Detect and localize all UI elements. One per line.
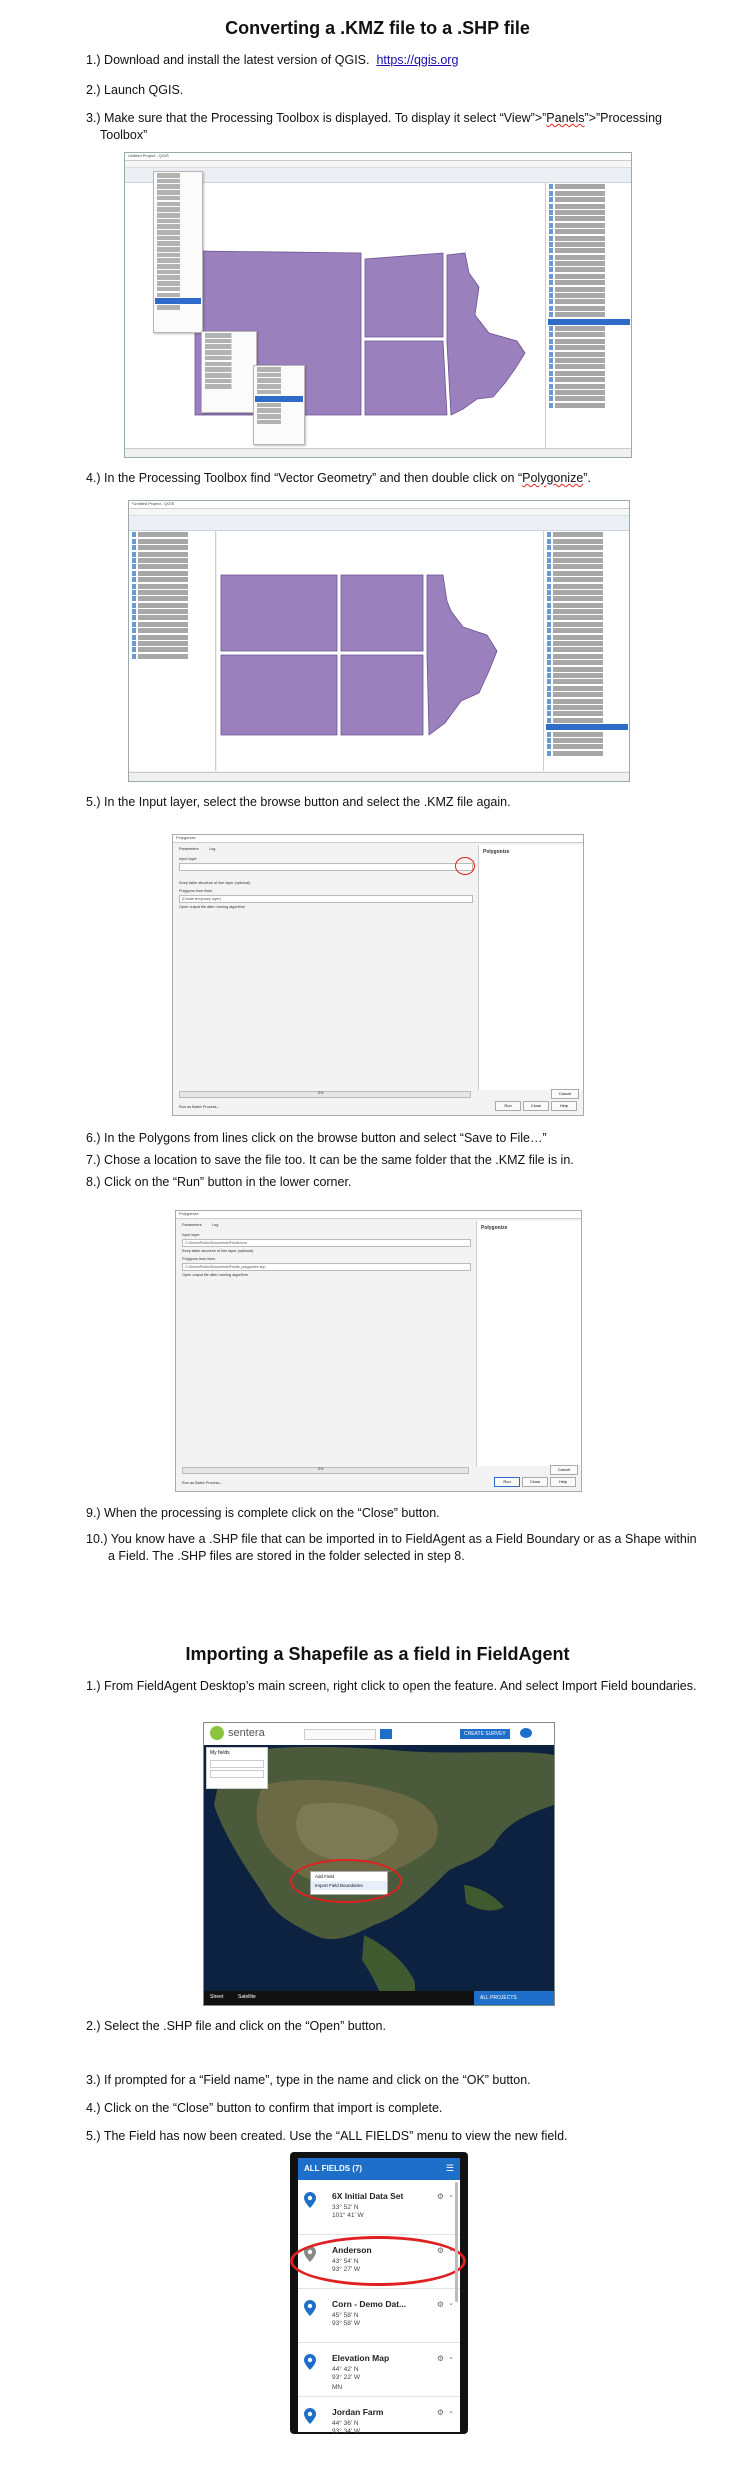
output-label: Polygons from lines: [182, 1257, 216, 1261]
import-step-5: 5.) The Field has now been created. Use the “ALL FIELDS” menu to view the new field.: [86, 2129, 568, 2143]
map-pin-icon: [304, 2354, 316, 2370]
input-layer-label: Input layer: [182, 1233, 200, 1237]
run-button[interactable]: Run: [494, 1477, 520, 1487]
status-bar: [125, 448, 631, 457]
close-button[interactable]: Close: [522, 1477, 548, 1487]
my-fields-panel: [206, 1747, 268, 1789]
search-input[interactable]: [304, 1729, 376, 1740]
context-item-import[interactable]: Import Field Boundaries: [311, 1881, 387, 1890]
field-row[interactable]: [298, 2344, 460, 2397]
field-coords: 45° 58' N 93° 58' W: [332, 2312, 361, 2327]
upload-icon[interactable]: [520, 1728, 532, 1738]
chevron-down-icon[interactable]: ⌄: [448, 2408, 454, 2415]
close-button[interactable]: Close: [523, 1101, 549, 1111]
dialog-title: Polygonize: [176, 1211, 581, 1219]
chevron-down-icon[interactable]: ⌄: [448, 2354, 454, 2361]
output-label: Polygons from lines: [179, 889, 213, 893]
highlight-ring: [290, 1859, 402, 1903]
gear-icon[interactable]: ⚙: [436, 2246, 444, 2255]
menu-bar[interactable]: [125, 161, 631, 168]
panel-title: My fields: [210, 1750, 230, 1756]
help-panel: [476, 1221, 582, 1466]
sentera-logo: sentera: [228, 1727, 265, 1739]
run-button[interactable]: Run: [495, 1101, 521, 1111]
keep-table-label: Keep table structure of line layer (optional): [182, 1249, 254, 1253]
batch-button[interactable]: Run as Batch Process...: [182, 1481, 223, 1485]
field-region: MN: [332, 2384, 343, 2391]
field-name: 6X Initial Data Set: [332, 2191, 404, 2201]
qgis-window-toolbox: [128, 500, 630, 782]
batch-button[interactable]: Run as Batch Process...: [179, 1105, 220, 1109]
toolbar[interactable]: [129, 516, 629, 531]
qgis-window-view-menu: [124, 152, 632, 458]
sentera-header: [204, 1723, 554, 1746]
mobile-all-fields-screenshot: [290, 2152, 468, 2434]
output-field[interactable]: C:/Users/Public/Documents/Fields_polygonize.shp: [182, 1263, 471, 1271]
progress-text: 0%: [318, 1467, 324, 1471]
street-toggle[interactable]: Street: [210, 1994, 224, 2000]
view-menu[interactable]: [153, 171, 203, 333]
field-coords: 44° 36' N 93° 34' W: [332, 2420, 361, 2434]
gear-icon[interactable]: ⚙: [436, 2354, 444, 2363]
browser-panel[interactable]: [129, 531, 216, 771]
help-button[interactable]: Help: [550, 1477, 576, 1487]
menu-bar[interactable]: [129, 509, 629, 516]
help-title: Polygonize: [483, 849, 510, 855]
window-title: *Untitled Project - QGIS: [129, 501, 629, 509]
gear-icon[interactable]: ⚙: [436, 2408, 444, 2417]
scrollbar[interactable]: [455, 2182, 458, 2302]
polygonize-dialog-2: [175, 1210, 582, 1492]
import-step-2: 2.) Select the .SHP file and click on the “Open” button.: [86, 2019, 386, 2033]
tab-parameters[interactable]: Parameters: [182, 1223, 202, 1227]
map-canvas[interactable]: [217, 531, 543, 771]
all-fields-header[interactable]: [298, 2158, 460, 2180]
qgis-link[interactable]: https://qgis.org: [376, 53, 459, 67]
progress-bar: [179, 1091, 471, 1098]
gear-icon[interactable]: ⚙: [436, 2192, 444, 2201]
sentera-footer: [204, 1991, 554, 2005]
filter-field-1[interactable]: [210, 1760, 264, 1768]
field-name: Corn - Demo Dat...: [332, 2299, 407, 2309]
map-pin-icon: [304, 2192, 316, 2208]
chevron-down-icon[interactable]: ⌄: [448, 2192, 454, 2199]
satellite-toggle[interactable]: Satellite: [238, 1994, 256, 2000]
processing-toolbox-panel[interactable]: [543, 531, 630, 771]
gear-icon[interactable]: ⚙: [436, 2300, 444, 2309]
field-name: Jordan Farm: [332, 2407, 384, 2417]
map-pin-icon: [304, 2408, 316, 2424]
tab-log[interactable]: Log: [209, 847, 216, 851]
map-pin-icon: [304, 2300, 316, 2316]
section1-title: Converting a .KMZ file to a .SHP file: [225, 18, 530, 38]
import-step-4: 4.) Click on the “Close” button to confirm that import is complete.: [86, 2101, 443, 2115]
field-row[interactable]: [298, 2398, 460, 2432]
open-output-checkbox[interactable]: Open output file after running algorithm: [179, 905, 245, 909]
search-button[interactable]: [380, 1729, 392, 1739]
open-output-checkbox[interactable]: Open output file after running algorithm: [182, 1273, 248, 1277]
list-filter-icon[interactable]: ☰: [445, 2163, 454, 2173]
field-name: Elevation Map: [332, 2353, 390, 2363]
toolbox-submenu[interactable]: [253, 365, 305, 445]
polygonize-dialog-1: [172, 834, 584, 1116]
sentera-desktop-screenshot: [203, 1722, 555, 2006]
step-1: 1.) Download and install the latest version of QGIS. https://qgis.org: [86, 53, 459, 67]
field-row[interactable]: [298, 2290, 460, 2343]
output-field[interactable]: [Create temporary layer]: [179, 895, 473, 903]
field-row[interactable]: [298, 2182, 460, 2235]
dialog-title: Polygonize: [173, 835, 583, 843]
step-3: 3.) Make sure that the Processing Toolbox is displayed. To display it select “View”>”Panels”>”Processing Toolbox”: [86, 111, 662, 142]
cancel-button[interactable]: Cancel: [551, 1089, 579, 1099]
section2-title: Importing a Shapefile as a field in FieldAgent: [185, 1644, 570, 1664]
step-8: 8.) Click on the “Run” button in the lower corner.: [86, 1175, 352, 1189]
step-4: 4.) In the Processing Toolbox find “Vector Geometry” and then double click on “Polygonize”.: [86, 471, 591, 485]
input-layer-field[interactable]: C:/Users/Public/Documents/Fields.kmz: [182, 1239, 471, 1247]
keep-table-label: Keep table structure of line layer (optional): [179, 881, 251, 885]
step-9: 9.) When the processing is complete click on the “Close” button.: [86, 1506, 440, 1520]
field-name: Anderson: [332, 2245, 372, 2255]
processing-toolbox-panel[interactable]: [545, 183, 632, 449]
create-survey-button[interactable]: CREATE SURVEY: [460, 1729, 510, 1739]
chevron-down-icon[interactable]: ⌄: [448, 2246, 454, 2253]
import-step-1: 1.) From FieldAgent Desktop’s main screen, right click to open the feature. And select Import Field boundaries.: [86, 1679, 697, 1693]
input-layer-field[interactable]: [179, 863, 473, 871]
context-item-add-field[interactable]: Add Field: [315, 1874, 335, 1879]
progress-text: 0%: [318, 1091, 324, 1095]
step-6: 6.) In the Polygons from lines click on the browse button and select “Save to File…”: [86, 1131, 547, 1145]
panels-submenu[interactable]: [201, 331, 257, 413]
filter-field-2[interactable]: [210, 1770, 264, 1778]
step-5: 5.) In the Input layer, select the browse button and select the .KMZ file again.: [86, 795, 511, 809]
help-title: Polygonize: [481, 1225, 508, 1231]
tab-log[interactable]: Log: [212, 1223, 219, 1227]
chevron-down-icon[interactable]: ⌄: [448, 2300, 454, 2307]
all-projects-button[interactable]: ALL PROJECTS: [474, 1991, 554, 2005]
status-bar: [129, 772, 629, 781]
cancel-button[interactable]: Cancel: [550, 1465, 578, 1475]
input-layer-label: Input layer: [179, 857, 197, 861]
sentera-logo-icon: [210, 1726, 224, 1740]
help-panel: [478, 845, 584, 1090]
help-button[interactable]: Help: [551, 1101, 577, 1111]
step-2: 2.) Launch QGIS.: [86, 83, 184, 97]
progress-bar: [182, 1467, 469, 1474]
all-fields-title: ALL FIELDS (7): [304, 2164, 363, 2173]
import-step-3: 3.) If prompted for a “Field name”, type in the name and click on the “OK” button.: [86, 2073, 531, 2087]
window-title: Untitled Project - QGIS: [125, 153, 631, 161]
highlight-circle: [455, 857, 475, 875]
step-7: 7.) Chose a location to save the file too. It can be the same folder that the .KMZ file is in.: [86, 1153, 574, 1167]
field-coords: 43° 54' N 93° 27' W: [332, 2258, 361, 2273]
highlight-ring: [290, 2236, 466, 2286]
field-coords: 44° 42' N 93° 22' W: [332, 2366, 361, 2381]
tab-parameters[interactable]: Parameters: [179, 847, 199, 851]
step-10: 10.) You know have a .SHP file that can be imported in to FieldAgent as a Field Boundary or as a Shape within a Field. The .SHP files are stored in the folder selected in step 8.: [86, 1532, 697, 1563]
field-coords: 33° 52' N 101° 41' W: [332, 2204, 364, 2219]
